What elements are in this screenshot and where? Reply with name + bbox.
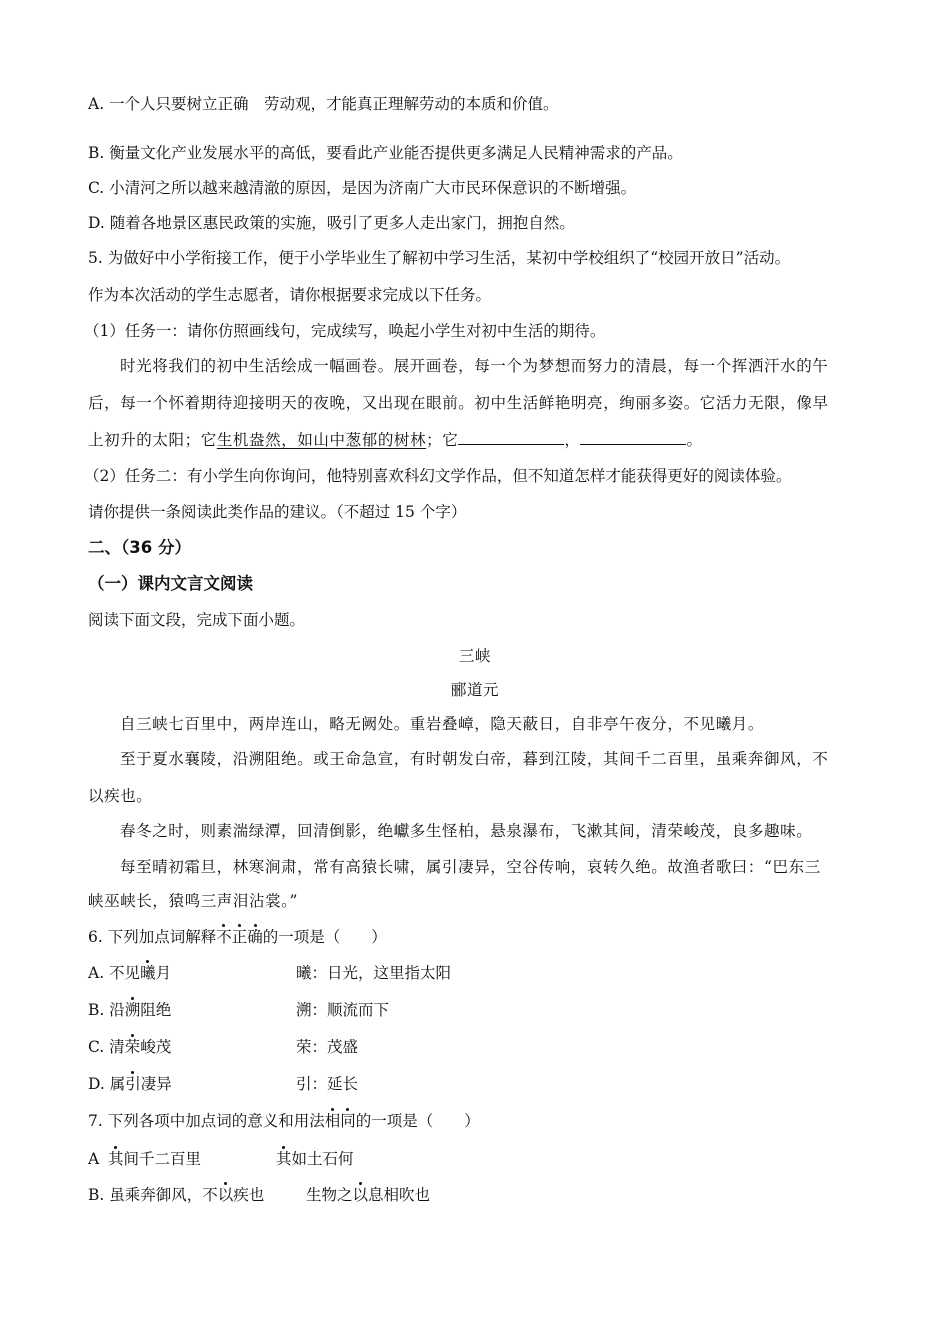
question-6-stem [88,926,387,948]
passage-author: 郦道元 [450,681,500,699]
option-6b [88,999,390,1021]
option-text: A. 不见 [88,964,141,982]
option-text: B. 虽乘奔御风，不 [88,1186,218,1204]
dotted-char: 同 [340,1112,356,1130]
subsection-heading: （一）课内文言文阅读 [88,574,253,593]
dotted-char: 溯 [124,1001,141,1019]
task-1: （1）任务一：请你仿照画线句，完成续写，唤起小学生对初中生活的期待。 [84,322,606,340]
option-6a [88,962,452,984]
task-1-passage-line-1: 时光将我们的初中生活绘成一幅画卷。展开画卷，每一个为梦想而努力的清晨，每一个挥洒汗水的午 [120,357,829,375]
period: 。 [686,431,703,449]
option-text: 疾也 [233,1186,265,1204]
passage-text: 上初升的太阳；它 [88,431,217,449]
dotted-char: 荣 [124,1038,141,1056]
answer-blank-1[interactable] [458,430,564,445]
passage-title: 三峡 [458,647,492,665]
option-text: 峻茂 [140,1038,172,1056]
option-4c: C. 小清河之所以越来越清澈的原因，是因为济南广大市民环保意识的不断增强。 [88,179,637,197]
passage-para-4-cont: 峡巫峡长，猿鸣三声泪沾裳。” [88,892,299,910]
dotted-char: 正 [231,928,248,946]
dotted-char: 曦 [140,964,156,982]
definition: 曦：日光，这里指太阳 [296,964,452,982]
stem-text: 的一项是（ ） [262,928,387,946]
definition: 荣：茂盛 [296,1038,359,1056]
dotted-char: 以 [352,1186,369,1204]
option-4b: B. 衡量文化产业发展水平的高低，要看此产业能否提供更多满足人民精神需求的产品。 [88,144,683,162]
answer-blank-2[interactable] [580,430,686,445]
stem-text: 7. 下列各项中加点词的意义和用法 [88,1112,325,1130]
question-5-stem-cont: 作为本次活动的学生志愿者，请你根据要求完成以下任务。 [88,286,492,304]
option-label: A [88,1150,100,1168]
dotted-char: 其 [108,1150,124,1168]
option-text: 如土石何 [291,1150,354,1168]
option-7a [88,1148,354,1170]
section-2-heading: 二、（36 分） [88,538,191,557]
option-text: 凄异 [140,1075,172,1093]
option-text: B. 沿 [88,1001,125,1019]
option-7b [88,1184,431,1206]
passage-para-1: 自三峡七百里中，两岸连山，略无阙处。重岩叠嶂，隐天蔽日，自非亭午夜分，不见曦月。 [120,715,765,733]
option-6d [88,1073,359,1095]
stem-text: 的一项是（ ） [355,1112,480,1130]
dotted-char: 引 [125,1075,141,1093]
dotted-char: 相 [324,1112,341,1130]
dotted-char: 以 [217,1186,234,1204]
dotted-char: 确 [247,928,263,946]
definition: 溯：顺流而下 [296,1001,390,1019]
passage-para-2-cont: 以疾也。 [88,787,153,805]
task-2-cont: 请你提供一条阅读此类作品的建议。（不超过 15 个字） [88,503,467,521]
option-text: 生物之 [306,1186,353,1204]
passage-text: ；它 [426,431,459,449]
question-7-stem [88,1110,480,1132]
option-4a: A. 一个人只要树立正确 劳动观，才能真正理解劳动的本质和价值。 [88,95,559,113]
passage-para-3: 春冬之时，则素湍绿潭，回清倒影，绝巘多生怪柏，悬泉瀑布，飞漱其间，清荣峻茂，良多趣味。 [120,822,813,840]
passage-para-2: 至于夏水襄陵，沿溯阻绝。或王命急宣，有时朝发白帝，暮到江陵，其间千二百里，虽乘奔御风，不 [120,750,829,768]
option-text: 月 [155,964,172,982]
task-1-passage-line-3 [88,429,703,451]
question-5-stem: 5. 为做好中小学衔接工作，便于小学毕业生了解初中学习生活，某初中学校组织了“校园开放日”活动。 [88,249,791,267]
option-4d: D. 随着各地景区惠民政策的实施，吸引了更多人走出家门，拥抱自然。 [88,214,575,232]
stem-text: 6. 下列加点词解释 [88,928,217,946]
definition: 引：延长 [296,1075,359,1093]
dotted-char: 其 [276,1150,292,1168]
task-2: （2）任务二：有小学生向你询问，他特别喜欢科幻文学作品，但不知道怎样才能获得更好的阅读体验。 [84,467,792,485]
reading-instruction: 阅读下面文段，完成下面小题。 [88,611,306,629]
option-text: C. 清 [88,1038,125,1056]
option-text: 间千二百里 [123,1150,202,1168]
passage-para-4: 每至晴初霜旦，林寒涧肃，常有高猿长啸，属引凄异，空谷传响，哀转久绝。故渔者歌曰：“巴东三 [120,858,821,876]
option-6c [88,1036,359,1058]
underlined-sentence: 生机盎然，如山中葱郁的树林 [216,431,427,449]
dotted-char: 不 [216,928,232,946]
task-1-passage-line-2: 后，每一个怀着期待迎接明天的夜晚，又出现在眼前。初中生活鲜艳明亮，绚丽多姿。它活力无限，像早 [88,394,829,412]
comma: ， [564,431,581,449]
option-text: D. 属 [88,1075,126,1093]
option-text: 息相吹也 [368,1186,431,1204]
option-text: 阻绝 [140,1001,172,1019]
